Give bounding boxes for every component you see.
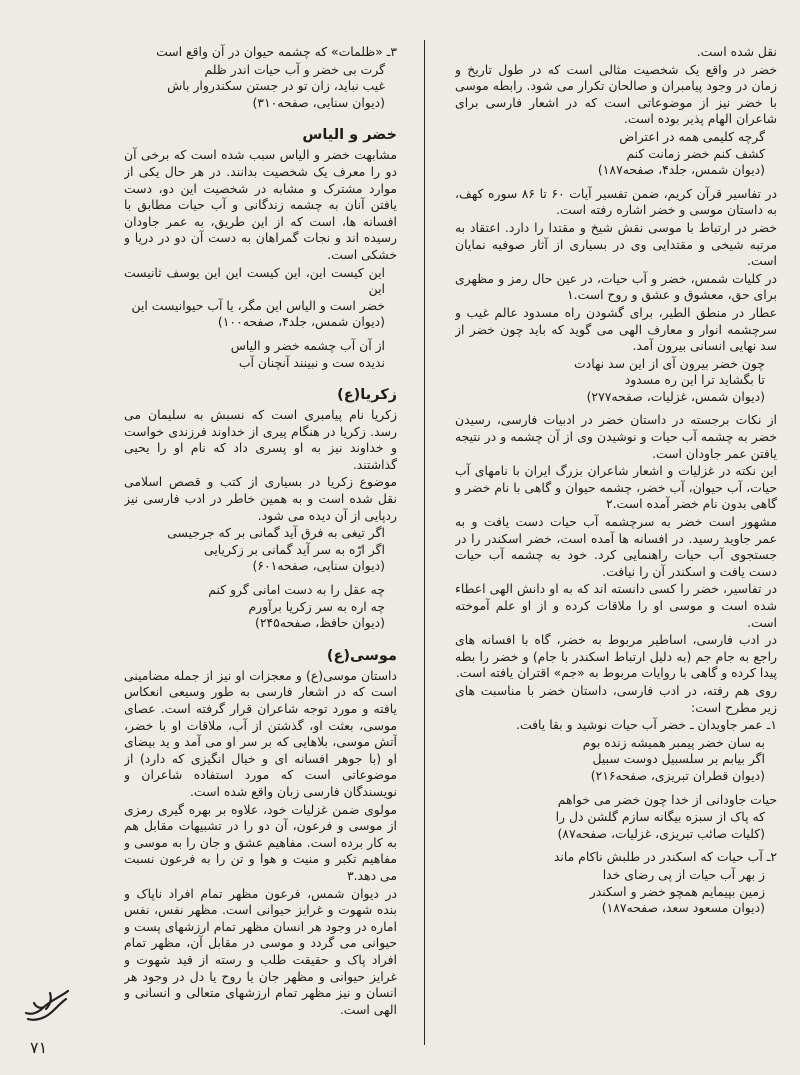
poem-verse [124,525,397,558]
paragraph: موضوع زکریا در بسیاری از کتب و قصص اسلامی نقل شده است و به همین خاطر در ادب فارسی نیز ردپایی از آن دیده می شود. [124,474,397,523]
verse-line: ز بهر آب حیات از پی رضای خدا [602,866,765,882]
verse-line: گرت بی خضر و آب حیات اندر ظلم [204,61,385,77]
verse-line: به سان خضر پیمبر همیشه زنده بوم [582,734,765,750]
citation-source: (کلیات صائب تبریزی، غزلیات، صفحه۸۷) [557,825,765,841]
paragraph: از نکات برجسته در داستان خضر در ادبیات فارسی، رسیدن خضر به چشمه آب حیات و نوشیدن وی از آن چشمه و در نتیجه یافتن عمر جاودان است. [455,412,777,461]
verse-line: غیب نباید، زان تو در جستن سکندروار باش [167,78,385,94]
paragraph: داستان موسی(ع) و معجزات او نیز از جمله مضامینی است که در اشعار فارسی به طور وسیعی انعکاس یافته و مورد توجه شاعران قرار گرفته است. عصای موسی، بعثت او، گذشتن از آب، ملاقات او با خضر، آتش موسی، بلاهایی که بر سر او می آمد و ید بیضای او (با جوهر افسانه ای و خیال انگیزی که دارد) از موضوعاتی است که مورد استفاده شاعران و نویسندگان فارسی زبان واقع شده است. [124,667,397,799]
poem-verse [455,809,777,826]
poem-verse [124,62,397,95]
paragraph: در دیوان شمس، فرعون مظهر تمام افراد ناپاک و بنده شهوت و غرایز حیوانی است. مظهر نفس، نفس اماره در وجود هر انسان مظهر تمام ارزشهای پست و حیوانی می گردد و موسی در مقابل آن، مظهر تمام افراد پاک و حقیقت طلب و رسته از قید شهوت و غرایز حیوانی و مظهر جان یا روح یا دل در وجود هر انسان و نیز مظهر تمام ارزشهای متعالی و انسانی و الهی است. [124,885,397,1017]
paragraph: نقل شده است. [696,44,777,59]
citation-source: (دیوان حافظ، صفحه۲۴۵) [255,615,385,631]
citation-source: (دیوان شمس، جلد۴، صفحه۱۸۷) [597,162,765,178]
column-divider [424,40,425,1045]
verse-line: این کیست این، این کیست این این یوسف ثانیست این [124,264,385,297]
verse-line: که پاک از سبزه بیگانه سازم گلشن دل را [555,809,765,825]
verse-line: اگر تیغی به فرق آید گمانی بر که جرجیسی [167,525,385,541]
right-text-column [455,44,777,1044]
paragraph: عطار در منطق الطیر، برای گشودن راه مسدود عالم غیب و سرچشمه انوار و معارف الهی می گوید که باید چون خضر از سد نهایی انسانی بیرون آمد. [455,304,777,354]
paragraph: مشابهت خضر و الیاس سبب شده است که برخی آن دو را معرف یک شخصیت بدانند. در هر حال یکی از موارد مشترک و مشابه در شخصیت این دو، دست یافتن آنان به چشمه زندگانی و آب حیات مطابق با افسانه ها، است که از این طریق، به عمر جاودان رسیده اند و نجات گمراهان به دست آن دو در دریا و خشکی است. [124,147,397,262]
verse-line: چه اره به سر زکریا برآورم [248,598,385,614]
poem-verse [455,867,777,900]
paragraph: ۱ـ عمر جاویدان ـ خضر آب حیات نوشید و بقا یافت. [516,717,777,733]
verse-line: ندیده ست و نبینند آنچنان آب [238,354,385,370]
citation-source: (دیوان شمس، غزلیات، صفحه۲۷۷) [586,388,765,404]
section-heading: خضر و الیاس [302,127,397,144]
paragraph: در تفاسیر، خضر را کسی دانسته اند که به او دانش الهی اعطاء شده است و موسی او را ملاقات کرده و از او علم آموخته است. [455,581,777,630]
verse-line: چه عقل را به دست امانی گرو کنم [208,582,385,598]
verse-line: چون خضر بیرون آی از این سد نهادت [574,355,765,371]
paragraph: مشهور است خضر به سرچشمه آب حیات دست یافت و به عمر جاوید رسید. در افسانه ها آمده است، خضر اسکندر را در جستجوی آب حیات راهنمایی کرد. خود به چشمه آب حیات دست یافت و اسکندر آن را نیافت. [455,514,777,579]
verse-line: گرچه کلیمی همه در اعتراض [619,128,765,144]
citation-source: (دیوان مسعود سعد، صفحه۱۸۷) [601,900,765,916]
poem-verse [455,735,777,768]
paragraph: زکریا نام پیامبری است که نسبش به سلیمان می رسد. زکریا در هنگام پیری از خداوند فرزندی خواست و خداوند نیز به او پسری داد که نام او را یحیی گذاشتند. [124,407,397,472]
citation-source: (دیوان شمس، جلد۴، صفحه۱۰۰) [217,314,385,330]
paragraph: خضر در واقع یک شخصیت مثالی است که در طول تاریخ و زمان در وجود پیامبران و صالحان تکرار می شود. رابطه موسی با خضر نیز از موضوعاتی است که در اشعار فارسی برای شاعران الهام پذیر بوده است. [455,61,777,127]
paragraph: روی هم رفته، در ادب فارسی، داستان خضر با مناسبت های زیر مطرح است: [455,682,777,715]
verse-line: خضر است و الیاس این مگر، یا آب حیوانیست این [131,297,385,313]
paragraph: این نکته در غزلیات و اشعار شاعران بزرگ ایران با نامهای آب حیات، آب حیوان، آب خضر، چشمه حیوان و گاهی با نام خضر و گاهی بدون نام خضر آمده است.۲ [455,463,777,512]
verse-line: از آن آب چشمه خضر و الیاس [230,337,385,353]
poem-verse [455,356,777,389]
section-heading: موسی(ع) [326,647,397,664]
poem-verse [124,265,397,315]
poem-verse [124,582,397,615]
paragraph: مولوی ضمن غزلیات خود، علاوه بر بهره گیری رمزی از موسی و فرعون، آن دو را در تشبیهات مقابل هم به کار برده است. مفاهیم عشق و جان را به موسی و مفاهیم تکبر و منیت و هوا و تن را به فرعون نسبت می دهد.۳ [124,801,397,883]
paragraph: خضر در ارتباط با موسی نقش شیخ و مقتدا را دارد. اعتقاد به مرتبه شیخی و مقتدایی وی در بسیاری از آثار صوفیه نمایان است. [455,219,777,269]
left-text-column [124,44,397,1044]
paragraph: حیات جاودانی از خدا چون خضر می خواهم [557,791,777,807]
citation-source: (دیوان قطران تبریزی، صفحه۲۱۶) [590,767,765,783]
calligraphic-signature-logo [20,985,72,1025]
verse-line: کشف کنم خضر زمانت کنم [626,145,765,161]
page-number: ۷۱ [30,1038,48,1057]
section-heading: زکریا(ع) [337,387,397,404]
verse-line: اگر بیابم بر سلسبیل دوست سبیل [592,751,765,767]
paragraph: در تفاسیر قرآن کریم، ضمن تفسیر آیات ۶۰ تا ۸۶ سوره کهف، به داستان موسی و خضر اشاره رفته است. [455,185,777,218]
paragraph: در کلیات شمس، خضر و آب حیات، در عین حال رمز و مظهری برای حق، معشوق و عشق و روح است.۱ [455,270,777,303]
poem-verse [455,129,777,162]
paragraph: ۳ـ «ظلمات» که چشمه حیوان در آن واقع است [156,44,397,59]
paragraph: ۲ـ آب حیات که اسکندر در طلبش ناکام ماند [553,849,777,865]
verse-line: تا بگشاید ترا این ره مسدود [624,372,765,388]
verse-line: اگر ارّه به سر آید گمانی بر زکریایی [204,541,385,557]
citation-source: (دیوان سنایی، صفحه۶۰۱) [252,558,385,574]
verse-line: زمین بپیمایم همچو خضر و اسکندر [589,883,765,899]
citation-source: (دیوان سنایی، صفحه۳۱۰) [252,94,385,110]
poem-verse [124,338,397,371]
paragraph: در ادب فارسی، اساطیر مربوط به خضر، گاه با افسانه های راجع به جام جم (به دلیل ارتباط اسکندر با جام) و خضر را بطه پیدا کرده و گاهی با روایات مربوط به «جم» اقتران یافته است. [455,632,777,681]
